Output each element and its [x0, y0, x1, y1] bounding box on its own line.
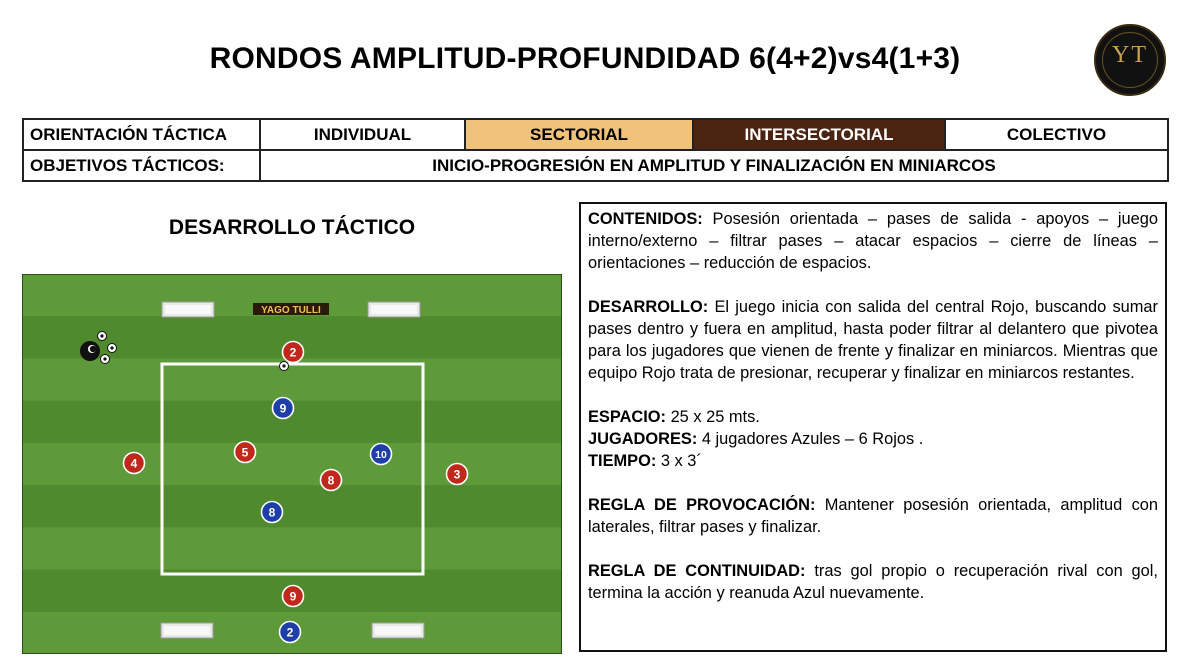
espacio-text: 25 x 25 mts. [666, 408, 760, 426]
blue-player-8 [262, 502, 283, 523]
objectives-row [23, 150, 1168, 181]
espacio-label: ESPACIO: [588, 408, 667, 426]
tiempo-line [588, 450, 1158, 472]
jugadores-label: JUGADORES: [588, 430, 698, 448]
blue-player-10 [371, 444, 392, 465]
continuidad-label: REGLA DE CONTINUIDAD: [588, 562, 806, 580]
contenidos-text: Posesión orientada – pases de salida - apoyos – juego interno/externo – filtrar pases – atacar espacios – cierre de líneas – orientaciones – reducción de espacios. [588, 210, 1158, 272]
blue-player-2 [280, 622, 301, 643]
objectives-label: OBJETIVOS TÁCTICOS: [23, 150, 260, 181]
blue-player-number: 2 [286, 625, 294, 640]
blue-player-9 [273, 398, 294, 419]
session-description [579, 202, 1167, 652]
minigoal-bottom-right [372, 623, 424, 638]
minigoal-top-left [162, 302, 214, 317]
red-player-2 [283, 342, 304, 363]
orientation-row [23, 119, 1168, 150]
red-player-9 [283, 586, 304, 607]
level-individual: INDIVIDUAL [260, 119, 465, 150]
red-player-8 [321, 470, 342, 491]
field-diagram [22, 274, 562, 654]
tiempo-label: TIEMPO: [588, 452, 657, 470]
jugadores-text: 4 jugadores Azules – 6 Rojos . [697, 430, 924, 448]
red-player-number: 8 [327, 473, 335, 488]
grass-stripe [22, 527, 562, 569]
watermark-text: YAGO TULLI [261, 305, 321, 316]
ball-bag [80, 341, 100, 361]
red-player-number: 3 [453, 467, 461, 482]
tiempo-text: 3 x 3´ [656, 452, 702, 470]
red-player-3 [447, 464, 468, 485]
grass-stripe [22, 443, 562, 485]
contenidos-paragraph [588, 208, 1158, 274]
red-player-number: 4 [130, 456, 138, 471]
orientation-label: ORIENTACIÓN TÁCTICA [23, 119, 260, 150]
blue-player-number: 10 [375, 449, 387, 461]
tactical-orientation-table [22, 118, 1169, 182]
section-title: DESARROLLO TÁCTICO [168, 216, 416, 239]
minigoal-top-right [368, 302, 420, 317]
continuidad-text: tras gol propio o recuperación rival con gol, termina la acción y reanuda Azul nuevamente. [588, 562, 1158, 602]
red-player-number: 9 [289, 589, 297, 604]
tactical-field [22, 274, 562, 654]
provocacion-text: Mantener posesión orientada, amplitud con laterales, filtrar pases y finalizar. [588, 496, 1158, 536]
level-colectivo: COLECTIVO [945, 119, 1168, 150]
contenidos-label: CONTENIDOS: [588, 210, 703, 228]
level-intersectorial: INTERSECTORIAL [693, 119, 945, 150]
red-player-number: 2 [289, 345, 297, 360]
objectives-value: INICIO-PROGRESIÓN EN AMPLITUD Y FINALIZACIÓN EN MINIARCOS [260, 150, 1168, 181]
red-player-5 [235, 442, 256, 463]
continuidad-paragraph [588, 560, 1158, 604]
jugadores-line [588, 428, 1158, 450]
blue-player-number: 8 [268, 505, 276, 520]
desarrollo-label: DESARROLLO: [588, 298, 709, 316]
page-title: RONDOS AMPLITUD-PROFUNDIDAD 6(4+2)vs4(1+3) [209, 42, 961, 75]
minigoal-bottom-left [161, 623, 213, 638]
red-player-4 [124, 453, 145, 474]
espacio-line [588, 406, 1158, 428]
logo-text: YT [1112, 42, 1148, 68]
desarrollo-text: El juego inicia con salida del central Rojo, buscando sumar pases dentro y fuera en amplitud, hasta poder filtrar al delantero que pivotea para los jugadores que vienen de frente y finalizar en miniarcos. Mientras que equipo Rojo trata de presionar, recuperar y finalizar en miniarcos restantes. [588, 298, 1158, 382]
ball-icon [280, 362, 289, 371]
yt-logo [1094, 24, 1166, 96]
red-player-number: 5 [241, 445, 249, 460]
desarrollo-paragraph [588, 296, 1158, 384]
level-sectorial: SECTORIAL [465, 119, 693, 150]
provocacion-paragraph [588, 494, 1158, 538]
blue-player-number: 9 [279, 401, 287, 416]
provocacion-label: REGLA DE PROVOCACIÓN: [588, 496, 816, 514]
